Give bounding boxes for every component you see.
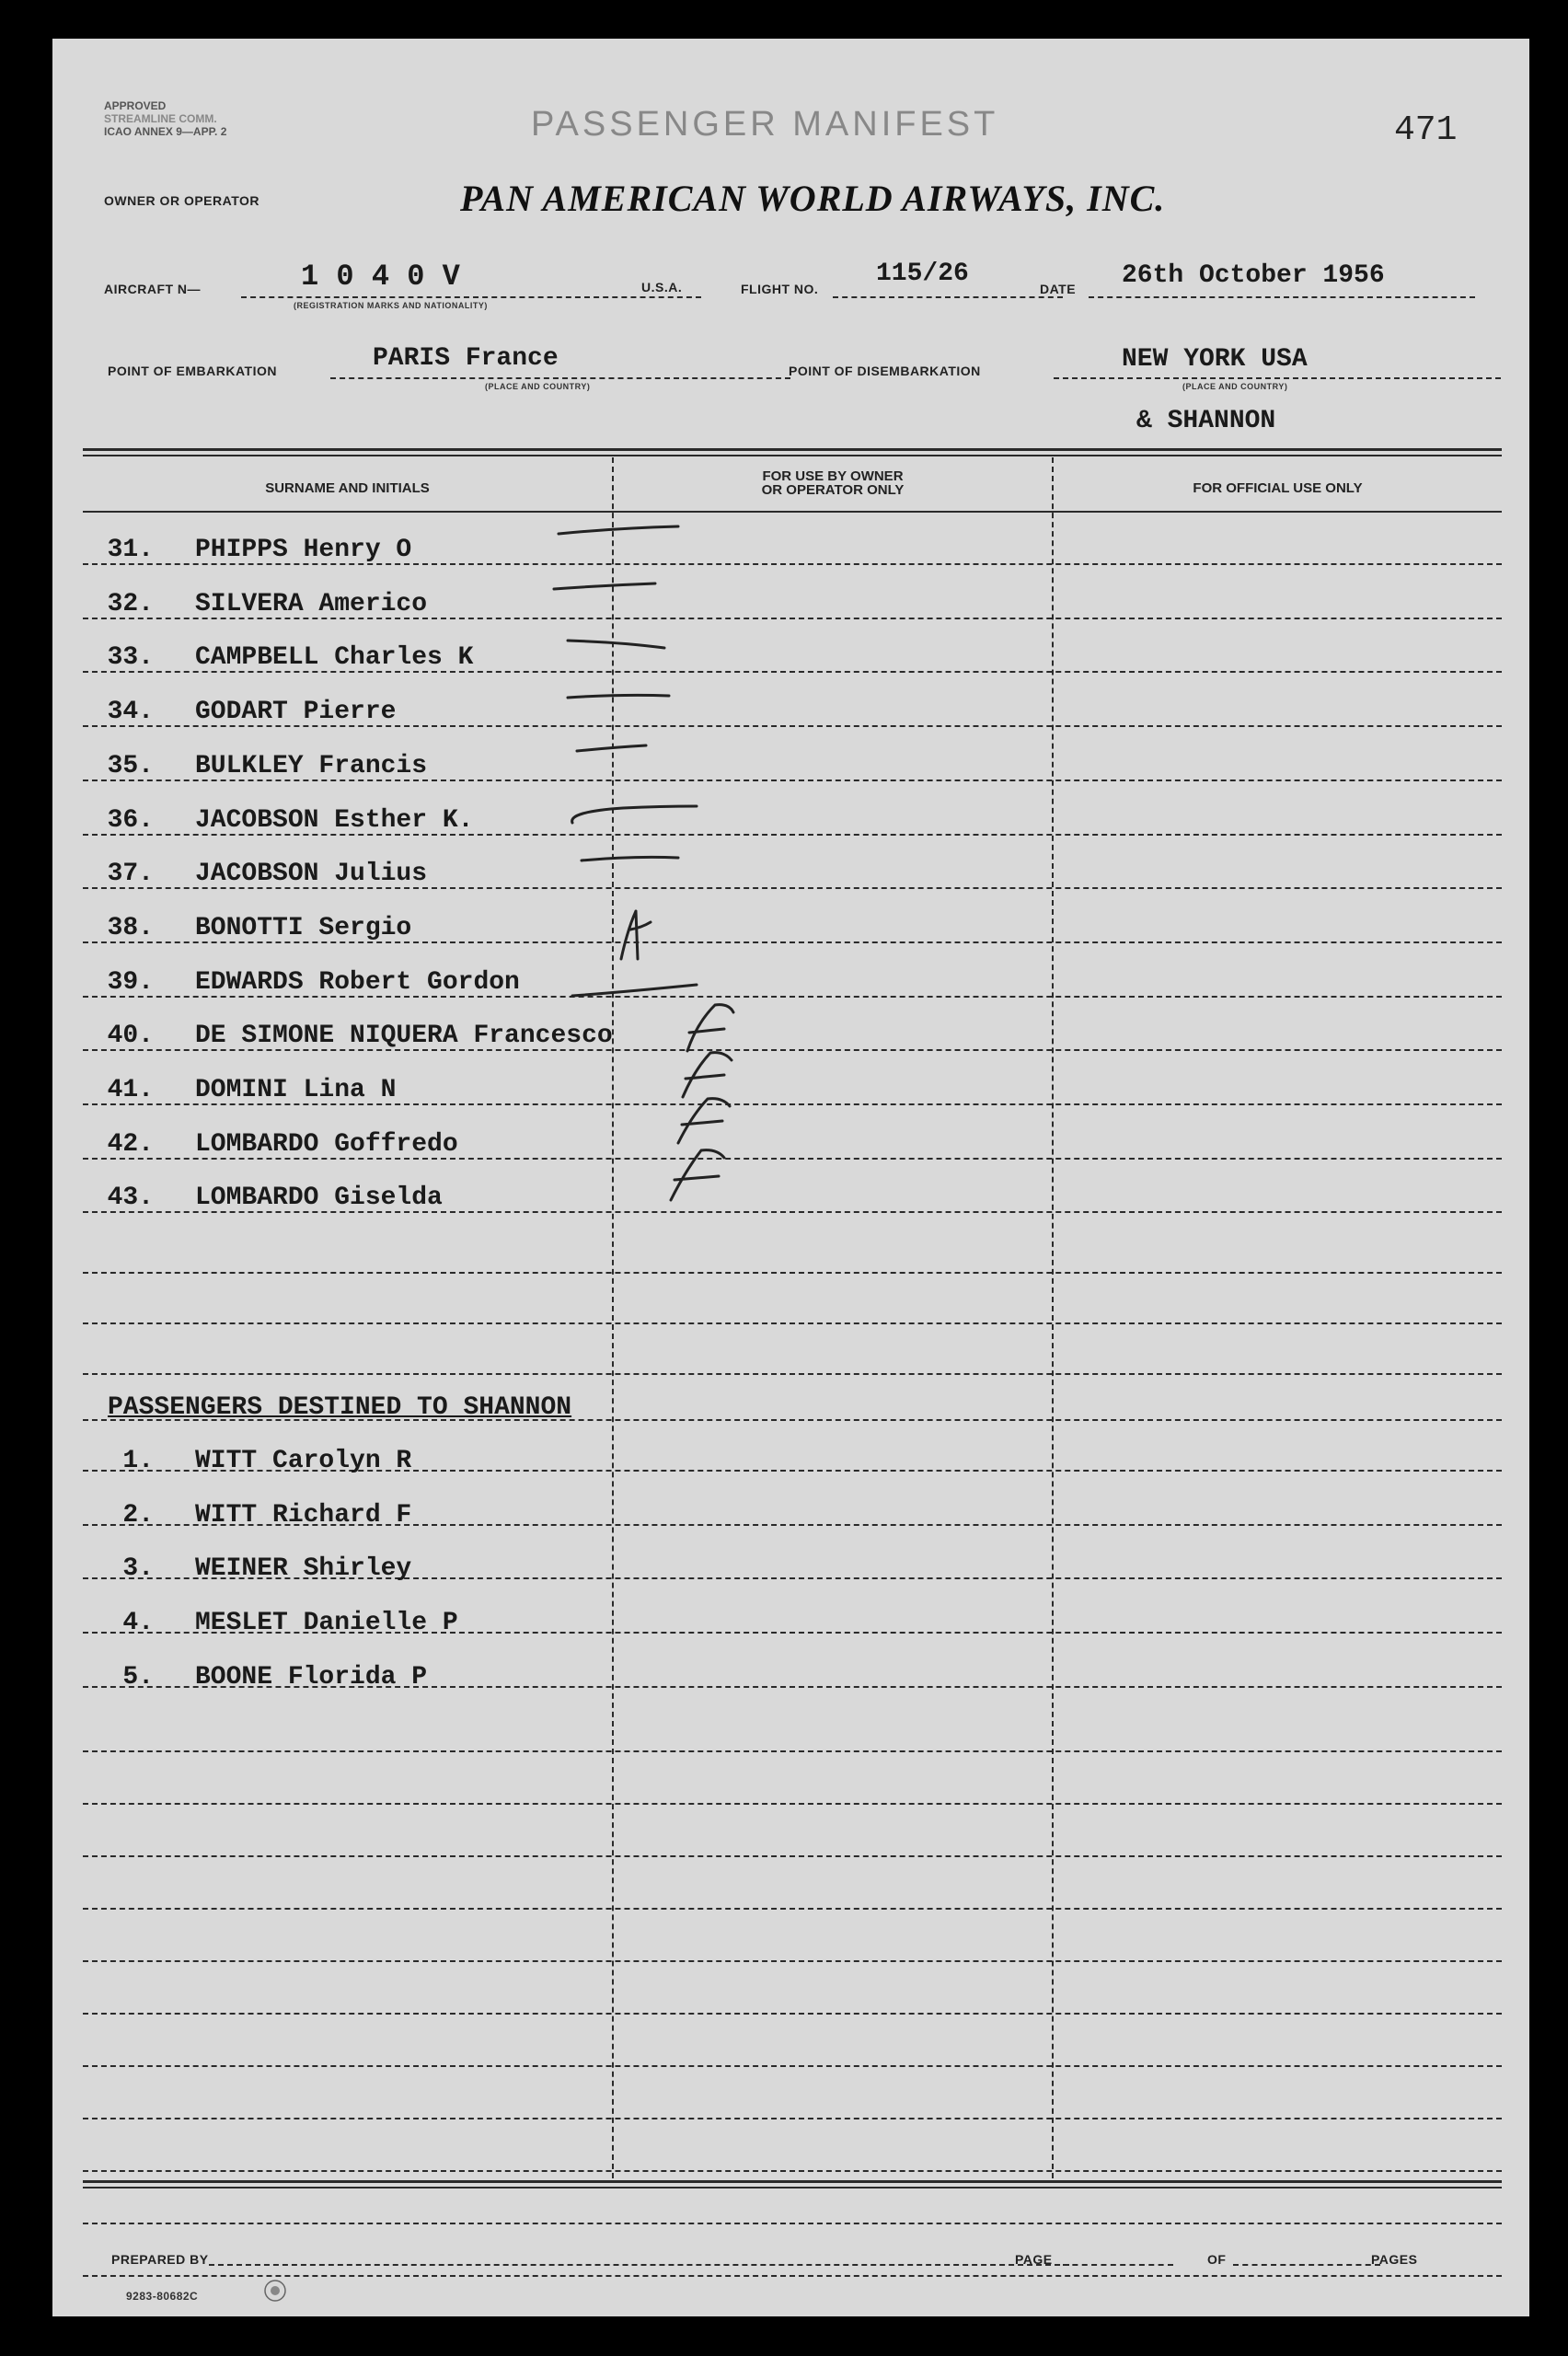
approved-line: ICAO ANNEX 9—APP. 2 [104, 125, 227, 138]
row-number: 1. [122, 1447, 154, 1475]
col-owner-use-line: FOR USE BY OWNER [762, 468, 904, 484]
ruled-line [83, 1373, 1502, 1375]
passenger-name: PHIPPS Henry O [195, 536, 412, 564]
passenger-name: JACOBSON Esther K. [195, 806, 474, 835]
pages-label: PAGES [1371, 2252, 1418, 2267]
check-mark [568, 641, 664, 648]
check-mark [582, 857, 678, 860]
flight-label: FLIGHT NO. [741, 282, 819, 296]
gpo-seal-icon [257, 2277, 294, 2304]
row-number: 4. [122, 1609, 154, 1637]
ruled-line [83, 2118, 1502, 2119]
row-number: 39. [107, 968, 154, 997]
ruled-line [83, 2013, 1502, 2015]
passenger-name: SILVERA Americo [195, 590, 428, 618]
check-mark [671, 1150, 724, 1200]
prepared-label: PREPARED BY [111, 2252, 209, 2267]
check-mark [621, 911, 651, 959]
date-value: 26th October 1956 [1122, 261, 1385, 290]
disembark-label: POINT OF DISEMBARKATION [789, 364, 981, 378]
form-code: 9283-80682C [126, 2290, 199, 2303]
row-number: 41. [107, 1076, 154, 1104]
check-mark [678, 1099, 730, 1143]
ruled-line [83, 2170, 1502, 2172]
ruled-line [83, 1803, 1502, 1805]
passenger-name: GODART Pierre [195, 698, 397, 726]
embark-value: PARIS France [373, 344, 559, 373]
passenger-name: MESLET Danielle P [195, 1609, 458, 1637]
col-official-use: FOR OFFICIAL USE ONLY [1193, 480, 1363, 496]
passenger-name: DE SIMONE NIQUERA Francesco [195, 1022, 613, 1050]
passenger-name: LOMBARDO Goffredo [195, 1130, 458, 1159]
check-mark [572, 985, 697, 996]
row-number: 40. [107, 1022, 154, 1050]
of-label: OF [1207, 2252, 1227, 2267]
aircraft-value: 1 0 4 0 V [301, 260, 460, 294]
row-number: 38. [107, 914, 154, 942]
col-surname: SURNAME AND INITIALS [265, 480, 430, 496]
disembark-extra: & SHANNON [1136, 407, 1276, 435]
passenger-name: CAMPBELL Charles K [195, 643, 474, 672]
row-number: 36. [107, 806, 154, 835]
row-number: 35. [107, 752, 154, 780]
ruled-line [83, 1750, 1502, 1752]
ruled-line [83, 1855, 1502, 1857]
row-number: 31. [107, 536, 154, 564]
passenger-name: BONOTTI Sergio [195, 914, 412, 942]
approved-line: APPROVED [104, 99, 167, 112]
date-label: DATE [1040, 282, 1077, 296]
row-number: 5. [122, 1663, 154, 1692]
passenger-name: WEINER Shirley [195, 1554, 412, 1583]
form-title: PASSENGER MANIFEST [531, 105, 999, 144]
ruled-line [83, 2223, 1502, 2224]
embark-label: POINT OF EMBARKATION [108, 364, 277, 378]
check-marks [52, 39, 1529, 1327]
disembark-note: (PLACE AND COUNTRY) [1182, 382, 1288, 391]
col-owner-use-line: OR OPERATOR ONLY [761, 482, 905, 498]
owner-value: PAN AMERICAN WORLD AIRWAYS, INC. [460, 178, 1166, 219]
disembark-value: NEW YORK USA [1122, 345, 1308, 374]
check-mark [572, 806, 697, 823]
page-label: PAGE [1015, 2252, 1053, 2267]
row-number: 37. [107, 860, 154, 888]
passenger-name: JACOBSON Julius [195, 860, 428, 888]
manifest-sheet [52, 39, 1529, 2316]
passenger-name: BULKLEY Francis [195, 752, 428, 780]
owner-label: OWNER OR OPERATOR [104, 193, 259, 208]
passenger-name: LOMBARDO Giselda [195, 1184, 443, 1212]
passenger-name: BOONE Florida P [195, 1663, 428, 1692]
row-number: 3. [122, 1554, 154, 1583]
ruled-line [83, 2065, 1502, 2067]
shannon-heading: PASSENGERS DESTINED TO SHANNON [108, 1393, 572, 1422]
passenger-name: EDWARDS Robert Gordon [195, 968, 520, 997]
row-number: 42. [107, 1130, 154, 1159]
ruled-line [83, 2275, 1502, 2277]
passenger-name: WITT Carolyn R [195, 1447, 412, 1475]
approved-line: STREAMLINE COMM. [104, 112, 217, 125]
check-mark [559, 526, 678, 534]
flight-value: 115/26 [876, 260, 969, 288]
passenger-name: WITT Richard F [195, 1501, 412, 1530]
row-number: 32. [107, 590, 154, 618]
usa-label: U.S.A. [641, 280, 683, 294]
ruled-line [83, 1960, 1502, 1962]
row-number: 43. [107, 1184, 154, 1212]
registration-note: (REGISTRATION MARKS AND NATIONALITY) [294, 301, 488, 310]
row-number: 34. [107, 698, 154, 726]
passenger-name: DOMINI Lina N [195, 1076, 397, 1104]
ruled-line [83, 1908, 1502, 1910]
check-mark [568, 695, 669, 698]
check-mark [687, 1005, 733, 1051]
row-number: 2. [122, 1501, 154, 1530]
check-mark [554, 583, 655, 589]
row-number: 33. [107, 643, 154, 672]
embark-note: (PLACE AND COUNTRY) [485, 382, 591, 391]
page-number: 471 [1394, 110, 1458, 150]
check-mark [577, 745, 646, 751]
check-mark [683, 1053, 732, 1097]
aircraft-label: AIRCRAFT N— [104, 282, 202, 296]
